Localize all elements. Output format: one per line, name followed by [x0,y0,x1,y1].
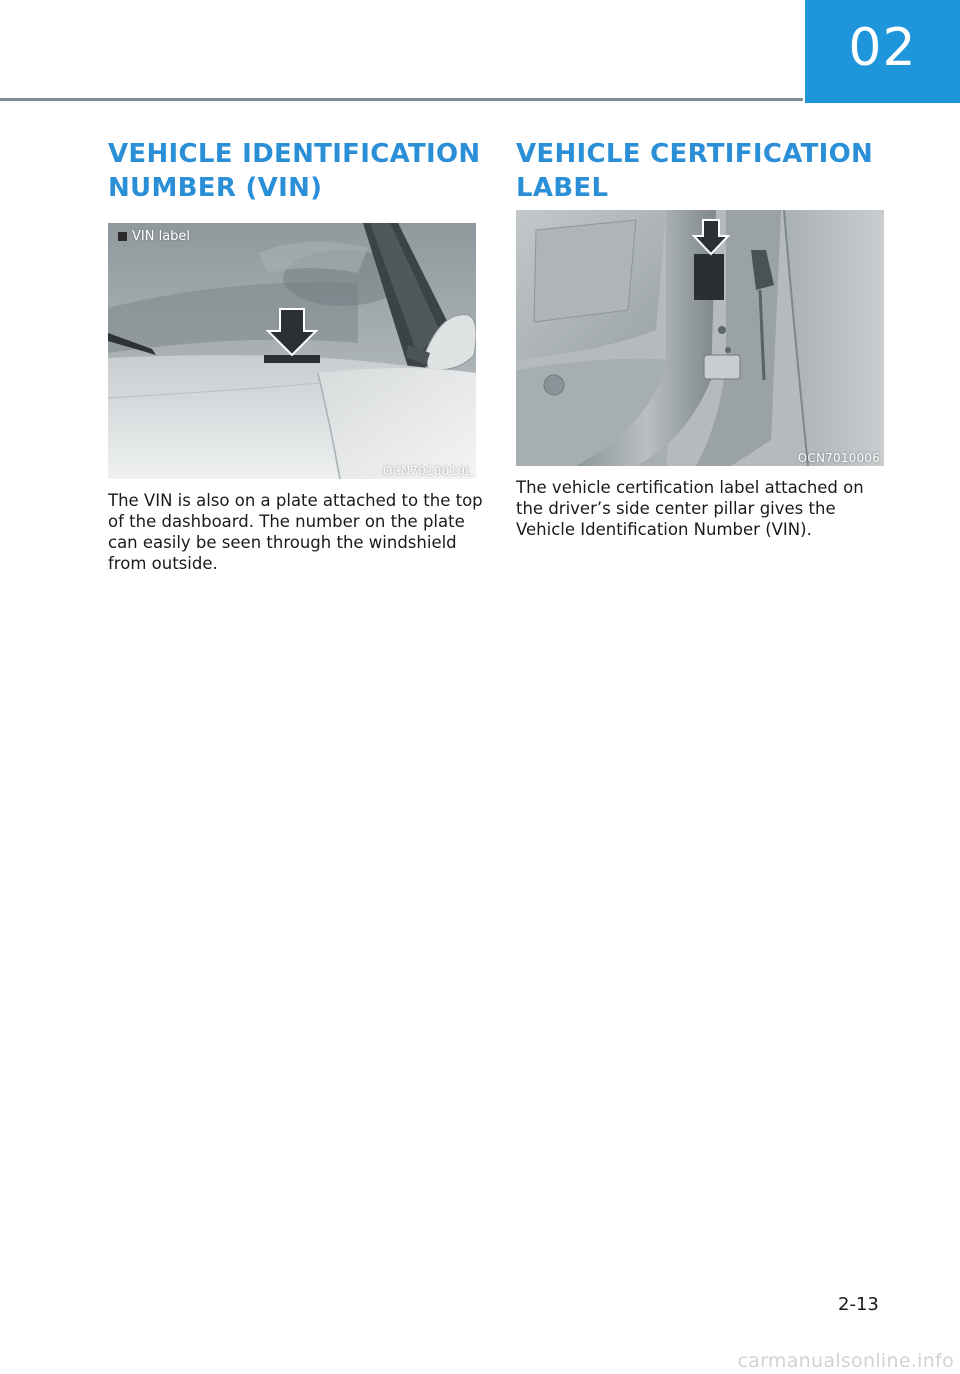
chapter-number: 02 [848,17,917,78]
vin-label-figure [108,223,476,479]
vin-illustration [108,223,476,479]
vin-section-title [108,137,480,205]
chapter-tab [805,0,960,103]
vin-title-line1: VEHICLE IDENTIFICATION [108,139,481,169]
page-number: 2-13 [838,1294,879,1315]
cert-title-line1: VEHICLE CERTIFICATION [516,139,874,169]
certification-figure-code: OCN7010006 [797,451,880,465]
vin-title-line2: NUMBER (VIN) [108,173,323,203]
cert-title-line2: LABEL [516,173,609,203]
certification-label-figure [516,210,884,466]
certification-illustration [516,210,884,466]
caption-square-icon [118,232,127,241]
figure-caption [118,229,190,244]
certification-section-title [516,137,873,205]
certification-body-text: The vehicle certification label attached on the driver’s side center pillar gives the Vehicle Identification Number (VIN). [516,478,864,539]
watermark: carmanualsonline.info [737,1350,954,1372]
vin-figure-caption: VIN label [132,229,191,244]
header-rule [0,98,803,101]
vin-figure-code: OCN7010010L [382,464,472,478]
vin-body-text: The VIN is also on a plate attached to the top of the dashboard. The number on the plate can easily be seen through the windshield from outside. [108,491,483,573]
